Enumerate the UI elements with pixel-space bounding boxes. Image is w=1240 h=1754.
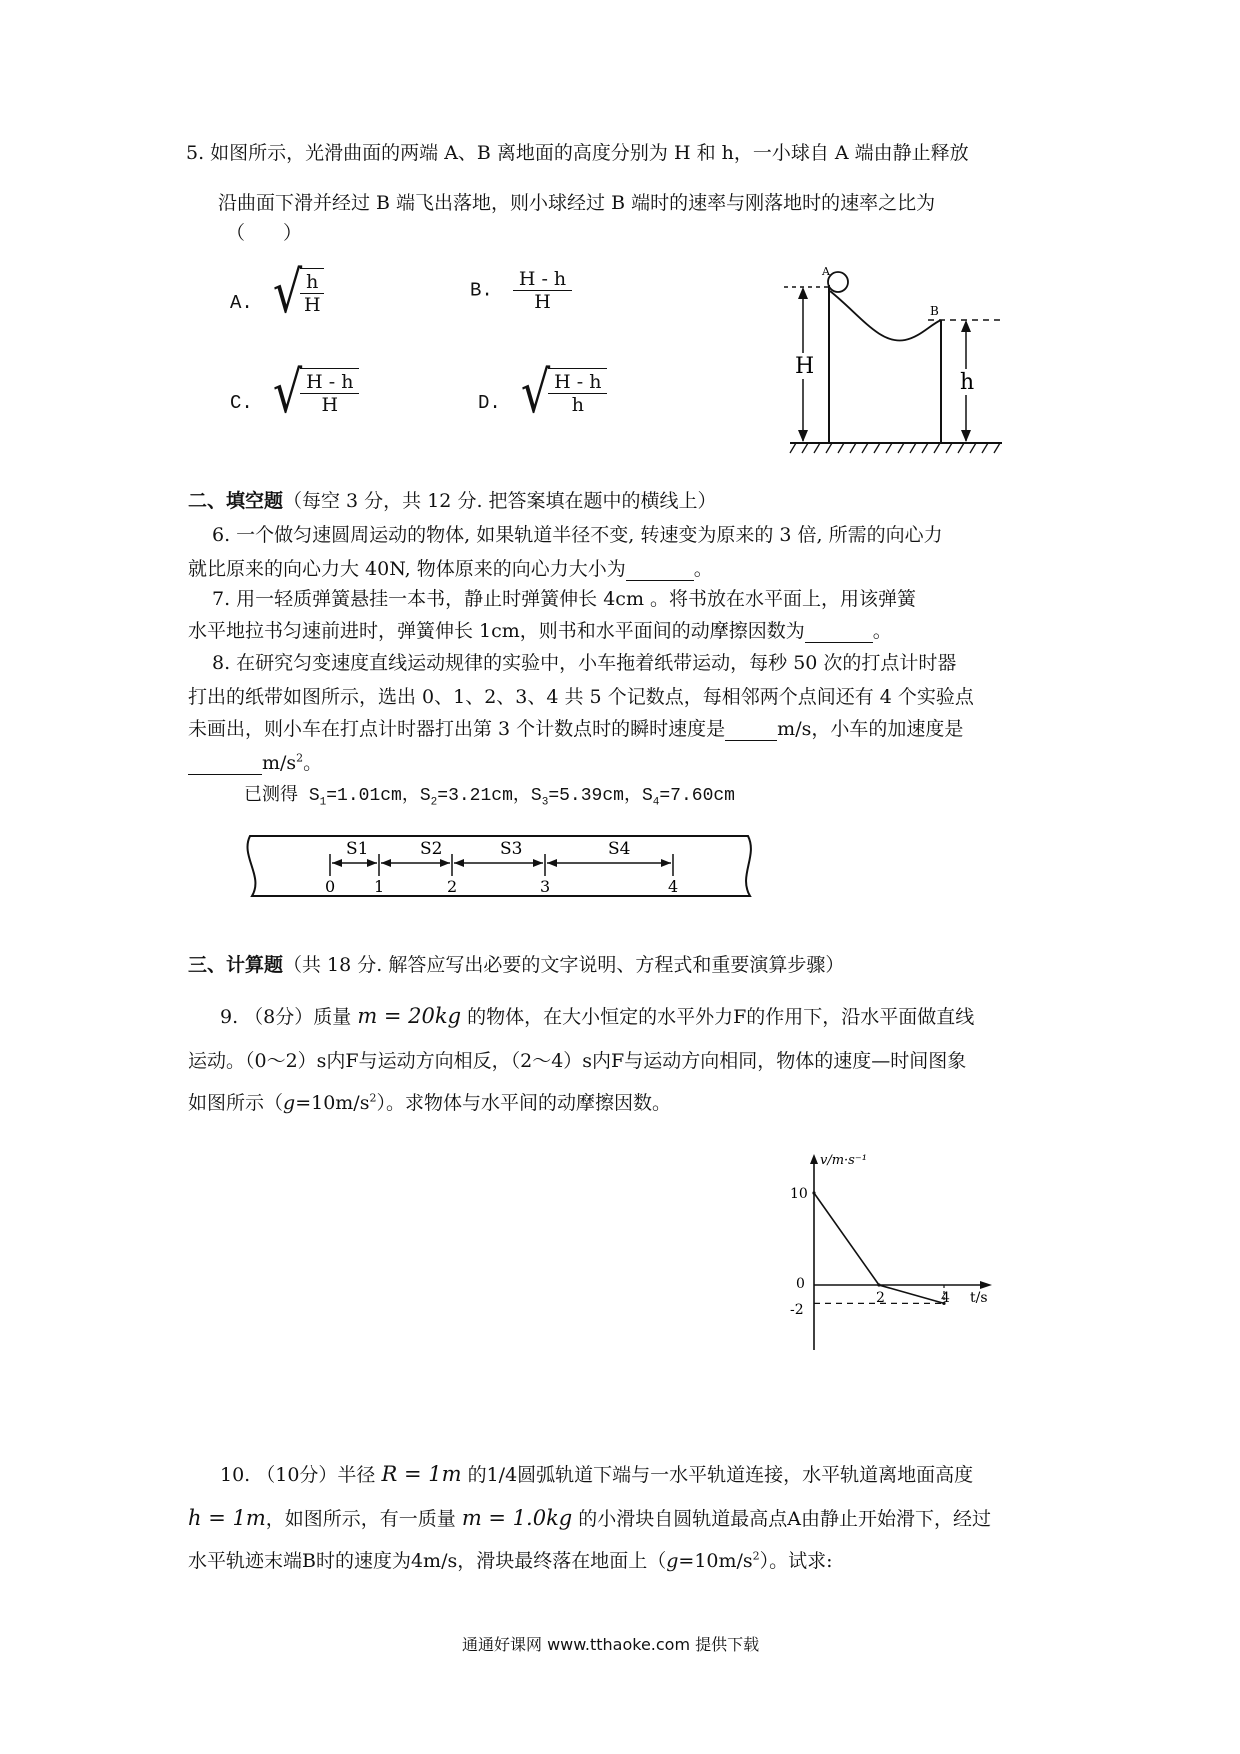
q7-answer-blank[interactable] — [805, 620, 873, 643]
arrow-right-icon — [367, 859, 377, 867]
option-c-label: C. — [230, 392, 253, 414]
q6-line2-end: 。 — [693, 558, 713, 580]
figure-smooth-curve — [830, 291, 941, 341]
q6-line1: 6. 一个做匀速圆周运动的物体, 如果轨道半径不变, 转速变为原来的 3 倍, 所需的向心力 — [212, 524, 943, 546]
page-footer: 通通好课网 www.tthaoke.com 提供下载 — [462, 1635, 760, 1654]
q9-g-symbol: g — [283, 1092, 296, 1114]
q7-line2-end: 。 — [872, 620, 892, 642]
q10-line2-prefix: ，如图所示，有一质量 — [265, 1508, 456, 1530]
q8-paper-tape-figure — [238, 826, 778, 904]
option-c-numerator: H - h — [300, 371, 359, 394]
chart-data-point — [812, 1191, 815, 1194]
q9-mass: m = 20kg — [357, 1004, 462, 1028]
q9-line3 — [188, 1088, 671, 1115]
q8-line3-unit: m/s，小车的加速度是 — [777, 718, 964, 740]
q8-s4: $S_4=7.60cm$ — [641, 786, 735, 809]
tape-point-4: 4 — [668, 877, 679, 896]
chart-x-axis-arrow-icon — [980, 1281, 992, 1289]
q6-line2-text: 就比原来的向心力大 40N, 物体原来的向心力大小为 — [188, 558, 626, 580]
q10-line3-prefix: 水平轨迹末端B时的速度为4m/s，滑块最终落在地面上（ — [188, 1550, 667, 1572]
arrow-left-icon — [332, 859, 342, 867]
q8-line1: 8. 在研究匀变速度直线运动规律的实验中，小车拖着纸带运动，每秒 50 次的打点计时器 — [212, 652, 957, 674]
figure-label-h-small: h — [960, 370, 975, 395]
q8-acc-unit: m/s — [262, 752, 297, 774]
q10-line1 — [220, 1460, 973, 1487]
q8-s1: $S_1=1.01cm$， — [308, 786, 420, 809]
chart-ytick-10: 10 — [790, 1186, 808, 1202]
q7-line2-text: 水平地拉书匀速前进时，弹簧伸长 1cm，则书和水平面间的动摩擦因数为 — [188, 620, 805, 642]
q9-g-unit-power: 2 — [369, 1091, 377, 1105]
figure-label-b: B — [930, 304, 939, 318]
q10-line1-rest: 的1/4圆弧轨道下端与一水平轨道连接，水平轨道离地面高度 — [467, 1464, 974, 1486]
q8-acc-unit-power: 2 — [296, 751, 304, 765]
tape-point-3: 3 — [540, 877, 551, 896]
q10-mass: m = 1.0kg — [461, 1506, 573, 1530]
arrow-up-icon — [798, 287, 808, 299]
chart-xtick-4: 4 — [941, 1290, 950, 1306]
section2-title: 二、填空题 — [188, 490, 284, 512]
option-a-denominator: H — [304, 294, 321, 316]
chart-xtick-2: 2 — [876, 1290, 885, 1306]
figure-label-h-big: H — [795, 354, 815, 379]
q10-radius: R = 1m — [381, 1462, 462, 1486]
q9-line1-rest: 的物体，在大小恒定的水平外力F的作用下，沿水平面做直线 — [467, 1006, 975, 1028]
option-a-label: A. — [230, 292, 253, 314]
chart-series-line — [814, 1193, 944, 1303]
q10-g-unit-power: 2 — [752, 1549, 760, 1563]
arrow-up-icon — [961, 320, 971, 332]
option-b-denominator: H — [534, 291, 551, 313]
option-d-label: D. — [478, 392, 501, 414]
tape-point-0: 0 — [325, 877, 336, 896]
figure-label-a: A — [822, 265, 830, 278]
tape-point-1: 1 — [374, 877, 385, 896]
q5-option-d — [478, 358, 607, 426]
q8-measured-prefix: 已测得 — [244, 784, 298, 805]
q5-line3: （ ） — [226, 222, 303, 244]
tape-seg-s2: S2 — [420, 839, 443, 859]
section3-title: 三、计算题 — [188, 954, 284, 976]
q5-line1: 5. 如图所示，光滑曲面的两端 A、B 离地面的高度分别为 H 和 h，一小球自 A 端由静止释放 — [186, 142, 969, 164]
q8-line2: 打出的纸带如图所示，选出 0、1、2、3、4 共 5 个记数点，每相邻两个点间还有 4 个实验点 — [188, 686, 974, 708]
q5-line2: 沿曲面下滑并经过 B 端飞出落地，则小球经过 B 端时的速率与刚落地时的速率之比为 — [218, 192, 936, 214]
section2-header — [188, 486, 717, 513]
q10-line1-prefix: 10. （10分）半径 — [220, 1464, 376, 1486]
section3-note: （共 18 分. 解答应写出必要的文字说明、方程式和重要演算步骤） — [283, 954, 845, 976]
arrow-down-icon — [798, 430, 808, 442]
arrow-down-icon — [961, 430, 971, 442]
q10-g-value: =10m/s — [678, 1550, 753, 1572]
q8-velocity-blank[interactable] — [725, 718, 777, 741]
q8-acceleration-blank[interactable] — [188, 752, 262, 775]
q8-line4-end: 。 — [303, 752, 323, 774]
q9-g-value: =10m/s — [295, 1092, 370, 1114]
q10-height: h = 1m — [188, 1506, 266, 1530]
q6-line2 — [188, 554, 713, 581]
option-c-sqrt — [272, 358, 360, 426]
q9-line3-rest: ）。求物体与水平间的动摩擦因数。 — [376, 1092, 671, 1114]
tape-point-2: 2 — [447, 877, 458, 896]
q7-line2 — [188, 616, 892, 643]
arrow-left-icon — [547, 859, 557, 867]
section3-header — [188, 950, 844, 977]
chart-data-point — [877, 1283, 880, 1286]
chart-y-axis-arrow-icon — [810, 1154, 818, 1164]
q9-line1 — [220, 1002, 974, 1029]
chart-xlabel: t/s — [970, 1290, 988, 1306]
tape-seg-s3: S3 — [500, 839, 523, 859]
arrow-right-icon — [661, 859, 671, 867]
radical-icon: √ — [272, 258, 303, 326]
q10-line3 — [188, 1546, 833, 1573]
q5-curve-figure — [770, 245, 1010, 460]
chart-ytick-0: 0 — [796, 1276, 805, 1292]
tape-seg-s4: S4 — [608, 839, 631, 859]
q8-line4 — [188, 748, 322, 775]
q8-s3: $S_3=5.39cm$， — [530, 786, 642, 809]
q8-line3-text: 未画出，则小车在打点计时器打出第 3 个计数点时的瞬时速度是 — [188, 718, 726, 740]
option-d-denominator: h — [571, 394, 584, 416]
section2-note: （每空 3 分，共 12 分. 把答案填在题中的横线上） — [283, 490, 717, 512]
radical-icon: √ — [272, 358, 303, 426]
option-a-sqrt — [272, 258, 325, 326]
option-d-numerator: H - h — [548, 371, 607, 394]
option-c-denominator: H — [321, 394, 339, 416]
option-b-label: B. — [470, 279, 493, 302]
q5-option-a — [230, 258, 324, 326]
q8-s2: $S_2=3.21cm$， — [419, 786, 531, 809]
arrow-left-icon — [454, 859, 464, 867]
q9-line1-prefix: 9. （8分）质量 — [220, 1006, 352, 1028]
chart-ylabel: v/m·s⁻¹ — [820, 1153, 867, 1168]
q9-line3-prefix: 如图所示（ — [188, 1092, 284, 1114]
q10-line3-rest: ）。试求: — [759, 1550, 833, 1572]
q10-line2-rest: 的小滑块自圆轨道最高点A由静止开始滑下，经过 — [578, 1508, 992, 1530]
arrow-right-icon — [440, 859, 450, 867]
q7-line1: 7. 用一轻质弹簧悬挂一本书，静止时弹簧伸长 4cm 。将书放在水平面上，用该弹簧 — [212, 588, 916, 610]
tape-seg-s1: S1 — [346, 839, 369, 859]
option-a-numerator: h — [300, 271, 324, 294]
option-d-sqrt — [520, 358, 608, 426]
q9-velocity-time-chart — [780, 1150, 1010, 1360]
q10-line2 — [188, 1504, 991, 1531]
q9-line2: 运动。（0～2）s内F与运动方向相反，（2～4）s内F与运动方向相同，物体的速度—时间图象 — [188, 1050, 967, 1072]
q8-line3 — [188, 714, 963, 741]
chart-ytick-neg2: -2 — [790, 1302, 804, 1318]
q5-option-b — [470, 268, 572, 313]
arrow-left-icon — [381, 859, 391, 867]
option-b-numerator: H - h — [513, 268, 572, 291]
q6-answer-blank[interactable] — [626, 558, 694, 581]
radical-icon: √ — [520, 358, 551, 426]
q10-g-symbol: g — [666, 1550, 679, 1572]
arrow-right-icon — [533, 859, 543, 867]
figure-ball-icon — [828, 272, 848, 292]
figure-ground-hatch — [790, 443, 1000, 453]
q5-option-c — [230, 358, 359, 426]
q8-measured — [244, 780, 735, 809]
